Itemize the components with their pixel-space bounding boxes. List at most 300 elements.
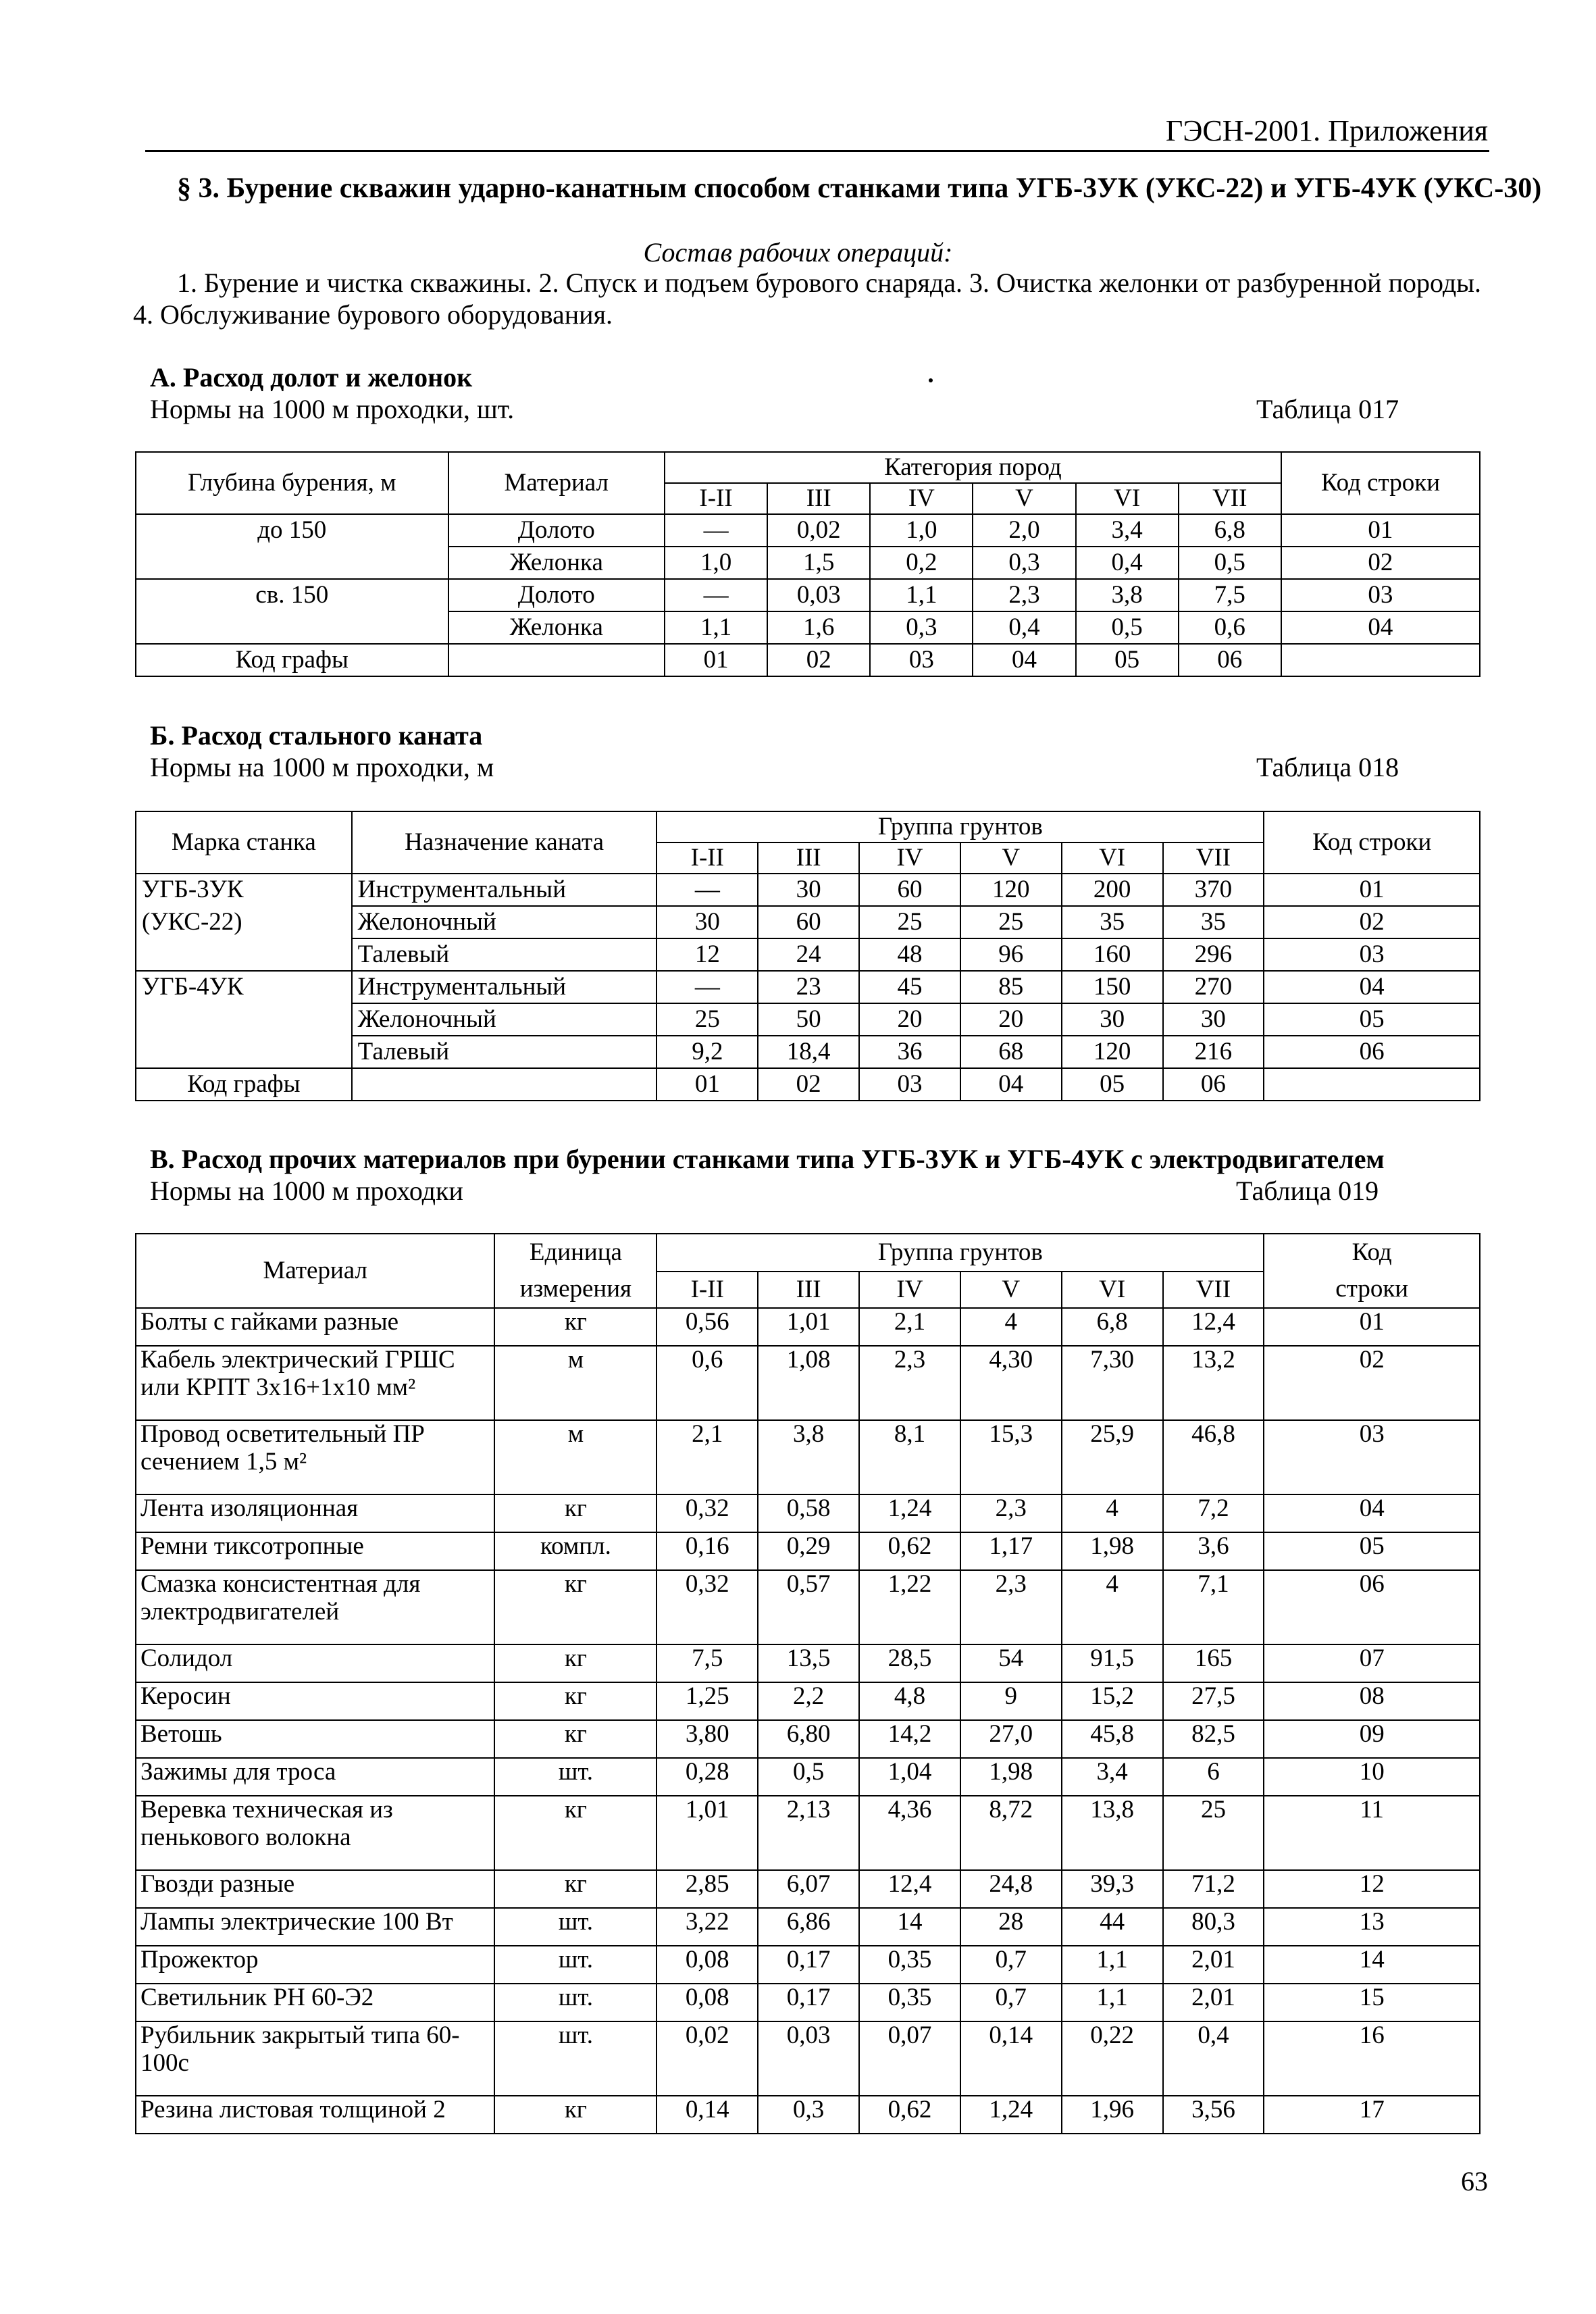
t017-cell: 1,6	[767, 611, 870, 644]
t019-unit: шт.	[494, 1946, 657, 1984]
t019-unit: кг	[494, 1682, 657, 1720]
t018-row-code: 03	[1264, 938, 1480, 971]
t017-cell: 3,8	[1076, 579, 1179, 611]
t019-cell: 24,8	[960, 1870, 1062, 1908]
t019-cell: 1,17	[960, 1532, 1062, 1570]
t019-cell: 12,4	[1163, 1308, 1264, 1346]
t019-cell: 1,24	[859, 1494, 960, 1532]
t019-unit: кг	[494, 1720, 657, 1758]
t019-unit: шт.	[494, 2021, 657, 2096]
t018-brand-empty	[136, 1003, 352, 1036]
t018-header-code: Код строки	[1264, 811, 1480, 874]
t019-material: Ветошь	[136, 1720, 494, 1758]
t019-cell: 0,56	[657, 1308, 758, 1346]
t018-cell: 20	[960, 1003, 1062, 1036]
t019-cell: 0,28	[657, 1758, 758, 1796]
t019-cat: IV	[859, 1272, 960, 1308]
table-row	[136, 1946, 1480, 1984]
t019-row-code: 01	[1264, 1308, 1480, 1346]
t019-table-number: Таблица 019	[1236, 1176, 1379, 1206]
t019-cell: 0,17	[758, 1946, 859, 1984]
t017-col-code: 01	[665, 644, 767, 676]
t019-cat: III	[758, 1272, 859, 1308]
t019-cell: 2,01	[1163, 1984, 1264, 2021]
table-row	[136, 1036, 1480, 1068]
t019-cell: 15,3	[960, 1420, 1062, 1494]
t019-cell: 3,6	[1163, 1532, 1264, 1570]
t017-cell: 1,0	[665, 547, 767, 579]
t018-cat: IV	[859, 842, 960, 874]
t018-header-purpose: Назначение каната	[352, 811, 657, 874]
t019-cell: 6,86	[758, 1908, 859, 1946]
t017-cell: 6,8	[1179, 514, 1281, 547]
table-row	[136, 1908, 1480, 1946]
header-rule	[145, 150, 1489, 152]
t017-depth: до 150	[136, 514, 448, 547]
t018-cat: V	[960, 842, 1062, 874]
table-row	[136, 1346, 1480, 1420]
t019-material: Прожектор	[136, 1946, 494, 1984]
t019-cell: 0,57	[758, 1570, 859, 1644]
t017-table-number: Таблица 017	[1256, 394, 1399, 424]
t019-cell: 71,2	[1163, 1870, 1264, 1908]
t018-subtitle: Б. Расход стального каната	[150, 720, 483, 751]
t019-cat: VI	[1062, 1272, 1163, 1308]
t019-cell: 2,01	[1163, 1946, 1264, 1984]
table-018	[135, 811, 1481, 1101]
t017-norm: Нормы на 1000 м проходки, шт.	[150, 394, 515, 424]
t019-cell: 0,08	[657, 1984, 758, 2021]
t018-purpose: Желоночный	[352, 1003, 657, 1036]
t018-footer-empty	[1264, 1068, 1480, 1101]
t017-cell: —	[665, 579, 767, 611]
t019-material: Гвозди разные	[136, 1870, 494, 1908]
t017-cell: 0,2	[870, 547, 973, 579]
t018-brand-empty	[136, 1036, 352, 1068]
t019-cell: 0,4	[1163, 2021, 1264, 2096]
t019-header-code: Код	[1264, 1234, 1480, 1272]
t019-cell: 4,30	[960, 1346, 1062, 1420]
t018-brand: УГБ-4УК	[136, 971, 352, 1003]
t019-unit: кг	[494, 1796, 657, 1870]
t019-cell: 0,17	[758, 1984, 859, 2021]
t018-cell: 60	[758, 906, 859, 938]
section-title: § 3. Бурение скважин ударно-канатным способом станками типа УГБ-3УК (УКС-22) и УГБ-4УК (УКС-30)	[177, 173, 1542, 204]
table-row	[136, 971, 1480, 1003]
t019-cell: 14	[859, 1908, 960, 1946]
t017-cell: 0,4	[1076, 547, 1179, 579]
t018-purpose: Инструментальный	[352, 971, 657, 1003]
t019-cell: 7,1	[1163, 1570, 1264, 1644]
t017-footer-empty	[448, 644, 665, 676]
table-footer-row	[136, 644, 1480, 676]
t017-footer-label: Код графы	[136, 644, 448, 676]
t018-cell: 120	[1062, 1036, 1163, 1068]
t018-purpose: Инструментальный	[352, 874, 657, 906]
table-row	[136, 1532, 1480, 1570]
t018-cell: 18,4	[758, 1036, 859, 1068]
t017-depth	[136, 547, 448, 579]
t019-header-unit-2: измерения	[494, 1272, 657, 1308]
t017-cell: 0,5	[1179, 547, 1281, 579]
t018-cat: VII	[1163, 842, 1264, 874]
t017-row-code: 01	[1281, 514, 1480, 547]
t018-cat: III	[758, 842, 859, 874]
t017-cell: 3,4	[1076, 514, 1179, 547]
t019-cell: 4	[1062, 1570, 1163, 1644]
t018-cat: VI	[1062, 842, 1163, 874]
table-row	[136, 1720, 1480, 1758]
t019-cell: 7,30	[1062, 1346, 1163, 1420]
t018-brand-cont: (УКС-22)	[136, 906, 352, 938]
t019-unit: кг	[494, 1870, 657, 1908]
t019-cell: 4,36	[859, 1796, 960, 1870]
t019-cell: 1,24	[960, 2096, 1062, 2134]
t019-unit: кг	[494, 2096, 657, 2134]
table-017	[135, 451, 1481, 677]
t018-cell: 9,2	[657, 1036, 758, 1068]
t019-unit: кг	[494, 1308, 657, 1346]
t019-cell: 165	[1163, 1644, 1264, 1682]
t018-cell: 120	[960, 874, 1062, 906]
table-row	[136, 1984, 1480, 2021]
t017-cell: 7,5	[1179, 579, 1281, 611]
table-row	[136, 2021, 1480, 2096]
t019-material: Веревка техническая из пенькового волокна	[136, 1796, 494, 1870]
t019-cell: 1,98	[1062, 1532, 1163, 1570]
t017-cell: 0,6	[1179, 611, 1281, 644]
t018-cell: —	[657, 874, 758, 906]
t017-cat: V	[973, 483, 1075, 514]
t019-cell: 0,03	[758, 2021, 859, 2096]
t019-cell: 4	[1062, 1494, 1163, 1532]
t019-cell: 9	[960, 1682, 1062, 1720]
t019-cell: 7,5	[657, 1644, 758, 1682]
t019-material: Светильник РН 60-Э2	[136, 1984, 494, 2021]
t019-cell: 2,13	[758, 1796, 859, 1870]
t018-cell: 30	[758, 874, 859, 906]
t019-subtitle: В. Расход прочих материалов при бурении станками типа УГБ-3УК и УГБ-4УК с электродвигателем	[150, 1144, 1385, 1174]
t018-row-code: 06	[1264, 1036, 1480, 1068]
t019-material: Ремни тиксотропные	[136, 1532, 494, 1570]
t019-cell: 80,3	[1163, 1908, 1264, 1946]
t017-cell: 0,3	[973, 547, 1075, 579]
t019-cell: 3,56	[1163, 2096, 1264, 2134]
table-019	[135, 1233, 1481, 2134]
t019-cell: 1,04	[859, 1758, 960, 1796]
t017-cell: 0,5	[1076, 611, 1179, 644]
t017-cat: III	[767, 483, 870, 514]
t019-header-material: Материал	[136, 1234, 494, 1308]
t019-cat: VII	[1163, 1272, 1264, 1308]
t019-cell: 1,98	[960, 1758, 1062, 1796]
t017-cell: —	[665, 514, 767, 547]
t019-material: Лампы электрические 100 Вт	[136, 1908, 494, 1946]
t017-cell: 0,02	[767, 514, 870, 547]
t019-cell: 1,08	[758, 1346, 859, 1420]
t018-col-code: 06	[1163, 1068, 1264, 1101]
t018-cell: 35	[1163, 906, 1264, 938]
t018-row-code: 02	[1264, 906, 1480, 938]
t018-footer-empty	[352, 1068, 657, 1101]
t018-purpose: Желоночный	[352, 906, 657, 938]
t019-cell: 13,8	[1062, 1796, 1163, 1870]
table-row	[136, 1003, 1480, 1036]
t017-cell: 1,1	[665, 611, 767, 644]
t019-row-code: 11	[1264, 1796, 1480, 1870]
t019-cell: 1,1	[1062, 1984, 1163, 2021]
t017-col-code: 04	[973, 644, 1075, 676]
t018-cell: 23	[758, 971, 859, 1003]
t019-material: Болты с гайками разные	[136, 1308, 494, 1346]
t019-cell: 25,9	[1062, 1420, 1163, 1494]
t019-cell: 12,4	[859, 1870, 960, 1908]
t019-material: Смазка консистентная для электродвигателей	[136, 1570, 494, 1644]
t019-unit: м	[494, 1420, 657, 1494]
t019-row-code: 05	[1264, 1532, 1480, 1570]
table-row	[136, 1644, 1480, 1682]
t018-col-code: 05	[1062, 1068, 1163, 1101]
t018-cell: 30	[1163, 1003, 1264, 1036]
table-footer-row	[136, 1068, 1480, 1101]
t017-col-code: 05	[1076, 644, 1179, 676]
t017-cat: IV	[870, 483, 973, 514]
t017-material: Долото	[448, 579, 665, 611]
t018-col-code: 01	[657, 1068, 758, 1101]
t017-cell: 0,3	[870, 611, 973, 644]
t017-row-code: 04	[1281, 611, 1480, 644]
t019-unit: шт.	[494, 1984, 657, 2021]
t019-cell: 1,01	[758, 1308, 859, 1346]
t017-row-code: 03	[1281, 579, 1480, 611]
t019-material: Кабель электрический ГРШС или КРПТ 3х16+1х10 мм²	[136, 1346, 494, 1420]
t019-cell: 1,1	[1062, 1946, 1163, 1984]
t018-cell: 160	[1062, 938, 1163, 971]
t019-unit: м	[494, 1346, 657, 1420]
t019-cat: V	[960, 1272, 1062, 1308]
table-row	[136, 874, 1480, 906]
t018-cell: 30	[1062, 1003, 1163, 1036]
t019-cell: 13,2	[1163, 1346, 1264, 1420]
t019-header-unit: Единица	[494, 1234, 657, 1272]
t018-brand: УГБ-3УК	[136, 874, 352, 906]
t019-cell: 39,3	[1062, 1870, 1163, 1908]
t017-cell: 1,0	[870, 514, 973, 547]
t018-purpose: Талевый	[352, 1036, 657, 1068]
t018-row-code: 05	[1264, 1003, 1480, 1036]
t017-cell: 2,0	[973, 514, 1075, 547]
t018-cat: I-II	[657, 842, 758, 874]
t019-unit: кг	[494, 1644, 657, 1682]
t018-col-code: 02	[758, 1068, 859, 1101]
t018-cell: 150	[1062, 971, 1163, 1003]
t019-unit: шт.	[494, 1908, 657, 1946]
t019-unit: кг	[494, 1570, 657, 1644]
t019-cell: 6,80	[758, 1720, 859, 1758]
t019-cell: 0,5	[758, 1758, 859, 1796]
t019-cell: 91,5	[1062, 1644, 1163, 1682]
t019-row-code: 08	[1264, 1682, 1480, 1720]
t017-material: Долото	[448, 514, 665, 547]
table-row	[136, 1682, 1480, 1720]
t017-cell: 1,1	[870, 579, 973, 611]
table-row	[136, 1420, 1480, 1494]
t018-cell: 370	[1163, 874, 1264, 906]
t019-cat: I-II	[657, 1272, 758, 1308]
t019-cell: 2,85	[657, 1870, 758, 1908]
t019-cell: 2,1	[859, 1308, 960, 1346]
t019-norm: Нормы на 1000 м проходки	[150, 1176, 463, 1206]
t019-cell: 0,08	[657, 1946, 758, 1984]
t018-cell: 60	[859, 874, 960, 906]
table-row	[136, 1494, 1480, 1532]
t019-cell: 2,2	[758, 1682, 859, 1720]
t019-cell: 2,1	[657, 1420, 758, 1494]
t019-unit: кг	[494, 1494, 657, 1532]
t019-row-code: 10	[1264, 1758, 1480, 1796]
t019-cell: 1,96	[1062, 2096, 1163, 2134]
t017-cell: 2,3	[973, 579, 1075, 611]
t018-cell: 25	[960, 906, 1062, 938]
t019-row-code: 17	[1264, 2096, 1480, 2134]
t017-depth	[136, 611, 448, 644]
t019-cell: 6,8	[1062, 1308, 1163, 1346]
t019-cell: 2,3	[960, 1494, 1062, 1532]
t018-cell: 96	[960, 938, 1062, 971]
t019-cell: 8,72	[960, 1796, 1062, 1870]
t017-header-material: Материал	[448, 452, 665, 514]
t018-cell: 30	[657, 906, 758, 938]
t018-cell: 12	[657, 938, 758, 971]
t019-cell: 1,22	[859, 1570, 960, 1644]
t019-cell: 8,1	[859, 1420, 960, 1494]
table-row	[136, 1570, 1480, 1644]
t019-row-code: 04	[1264, 1494, 1480, 1532]
t018-cell: 270	[1163, 971, 1264, 1003]
t019-cell: 0,3	[758, 2096, 859, 2134]
t019-cell: 0,16	[657, 1532, 758, 1570]
t018-footer-label: Код графы	[136, 1068, 352, 1101]
t019-cell: 0,6	[657, 1346, 758, 1420]
t019-cell: 27,0	[960, 1720, 1062, 1758]
operations-line-2: 4. Обслуживание бурового оборудования.	[133, 299, 613, 330]
t019-row-code: 15	[1264, 1984, 1480, 2021]
t017-depth: св. 150	[136, 579, 448, 611]
t019-cell: 0,07	[859, 2021, 960, 2096]
t018-cell: 68	[960, 1036, 1062, 1068]
t018-cell: 45	[859, 971, 960, 1003]
t017-col-code: 06	[1179, 644, 1281, 676]
t017-col-code: 02	[767, 644, 870, 676]
t017-subtitle: А. Расход долот и желонок	[150, 362, 473, 393]
t018-cell: 48	[859, 938, 960, 971]
t019-cell: 0,58	[758, 1494, 859, 1532]
table-row	[136, 579, 1480, 611]
t019-cell: 3,22	[657, 1908, 758, 1946]
t019-row-code: 16	[1264, 2021, 1480, 2096]
t019-cell: 0,7	[960, 1984, 1062, 2021]
t019-row-code: 02	[1264, 1346, 1480, 1420]
t018-cell: 50	[758, 1003, 859, 1036]
running-header: ГЭСН-2001. Приложения	[1165, 114, 1488, 147]
t018-col-code: 03	[859, 1068, 960, 1101]
t019-header-group: Группа грунтов	[657, 1234, 1264, 1272]
t019-cell: 0,32	[657, 1494, 758, 1532]
operations-heading: Состав рабочих операций:	[643, 237, 953, 268]
table-row	[136, 514, 1480, 547]
t017-material: Желонка	[448, 547, 665, 579]
t019-unit: компл.	[494, 1532, 657, 1570]
t017-header-group: Категория пород	[665, 452, 1281, 483]
t019-material: Солидол	[136, 1644, 494, 1682]
t018-norm: Нормы на 1000 м проходки, м	[150, 752, 494, 782]
t017-header-code: Код строки	[1281, 452, 1480, 514]
t019-row-code: 13	[1264, 1908, 1480, 1946]
t019-cell: 0,62	[859, 2096, 960, 2134]
t019-cell: 4,8	[859, 1682, 960, 1720]
t019-cell: 25	[1163, 1796, 1264, 1870]
t017-cat: I-II	[665, 483, 767, 514]
t019-cell: 0,32	[657, 1570, 758, 1644]
t017-row-code: 02	[1281, 547, 1480, 579]
t019-cell: 13,5	[758, 1644, 859, 1682]
t019-cell: 0,02	[657, 2021, 758, 2096]
t019-cell: 0,35	[859, 1984, 960, 2021]
t017-cat: VI	[1076, 483, 1179, 514]
t017-cat: VII	[1179, 483, 1281, 514]
t019-cell: 28	[960, 1908, 1062, 1946]
t019-cell: 82,5	[1163, 1720, 1264, 1758]
t019-cell: 0,29	[758, 1532, 859, 1570]
t019-cell: 0,14	[960, 2021, 1062, 2096]
t019-unit: шт.	[494, 1758, 657, 1796]
table-row	[136, 1870, 1480, 1908]
t019-row-code: 14	[1264, 1946, 1480, 1984]
t019-row-code: 09	[1264, 1720, 1480, 1758]
t019-cell: 45,8	[1062, 1720, 1163, 1758]
page-number: 63	[1461, 2166, 1488, 2196]
t019-cell: 46,8	[1163, 1420, 1264, 1494]
t018-col-code: 04	[960, 1068, 1062, 1101]
t018-cell: 216	[1163, 1036, 1264, 1068]
t019-cell: 0,22	[1062, 2021, 1163, 2096]
speck	[929, 378, 933, 382]
t018-row-code: 04	[1264, 971, 1480, 1003]
t018-row-code: 01	[1264, 874, 1480, 906]
t018-cell: 85	[960, 971, 1062, 1003]
t019-cell: 7,2	[1163, 1494, 1264, 1532]
t019-material: Зажимы для троса	[136, 1758, 494, 1796]
t019-material: Керосин	[136, 1682, 494, 1720]
table-row	[136, 1758, 1480, 1796]
t019-cell: 3,8	[758, 1420, 859, 1494]
t018-cell: 296	[1163, 938, 1264, 971]
t017-col-code: 03	[870, 644, 973, 676]
t018-cell: 36	[859, 1036, 960, 1068]
t019-material: Рубильник закрытый типа 60-100с	[136, 2021, 494, 2096]
table-row	[136, 1796, 1480, 1870]
t017-material: Желонка	[448, 611, 665, 644]
t019-cell: 1,01	[657, 1796, 758, 1870]
t018-brand-empty	[136, 938, 352, 971]
t018-header-group: Группа грунтов	[657, 811, 1264, 842]
t019-row-code: 12	[1264, 1870, 1480, 1908]
t018-cell: 200	[1062, 874, 1163, 906]
t019-cell: 15,2	[1062, 1682, 1163, 1720]
t019-cell: 14,2	[859, 1720, 960, 1758]
t019-cell: 4	[960, 1308, 1062, 1346]
t019-material: Провод осветительный ПР сечением 1,5 м²	[136, 1420, 494, 1494]
